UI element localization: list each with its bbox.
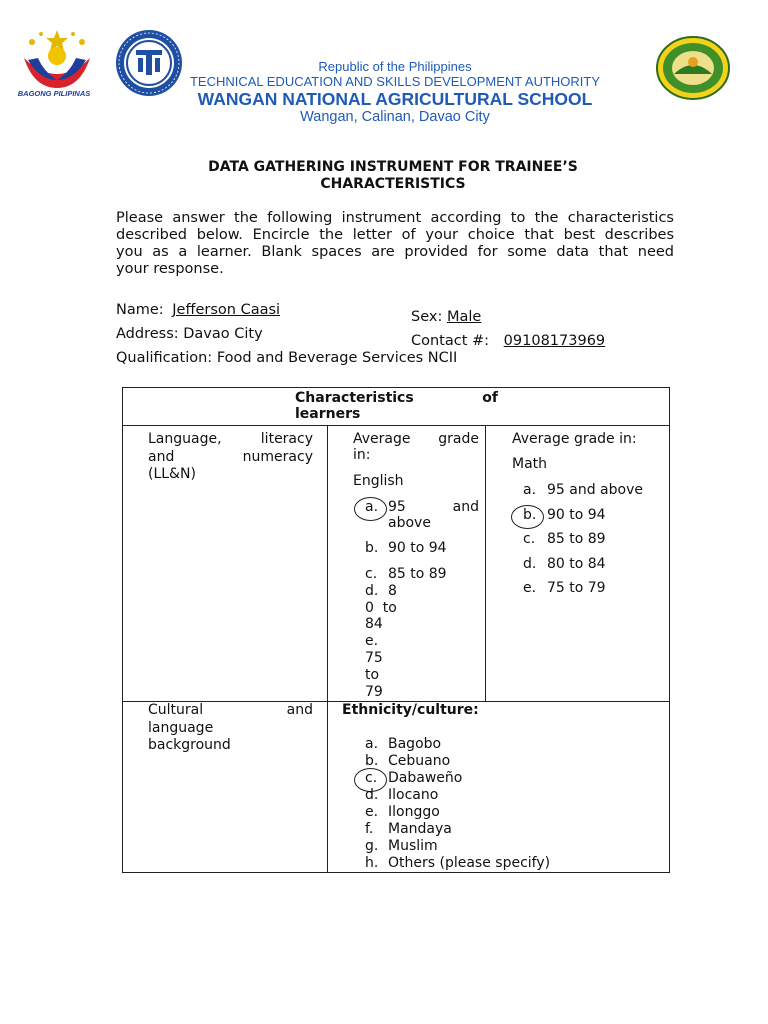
ethnicity-option-d-text: Ilocano [388, 787, 439, 803]
table-subcolumn-divider [485, 425, 486, 702]
option-word: 95 [388, 499, 406, 515]
math-subject: Math [512, 456, 548, 472]
math-option-d-text: 80 to 84 [547, 556, 606, 572]
ethnicity-option-f-text: Mandaya [388, 821, 452, 837]
math-option-e-letter[interactable]: e. [523, 580, 537, 596]
contact-row [411, 333, 605, 349]
name-row [116, 302, 280, 318]
math-option-e-text: 75 to 79 [547, 580, 606, 596]
english-option-d-letter[interactable]: d. [365, 583, 379, 599]
ethnicity-option-e-letter[interactable]: e. [365, 804, 379, 820]
heading-word: in: [353, 447, 371, 463]
english-option-e-text: to [365, 667, 380, 683]
table-border-left [122, 387, 123, 873]
table-header-word: learners [295, 406, 361, 422]
heading-word: grade [438, 431, 479, 447]
math-option-c-text: 85 to 89 [547, 531, 606, 547]
label-word: Language, [148, 431, 222, 447]
instructions-line: you as a learner. Blank spaces are provided for some data that need [116, 244, 674, 260]
table-border-top [122, 387, 670, 388]
label-word: and [286, 702, 313, 718]
english-option-d-text: 84 [365, 616, 383, 632]
name-value[interactable]: Jefferson Caasi [172, 302, 281, 318]
math-option-b-text: 90 to 94 [547, 507, 606, 523]
contact-value[interactable]: 09108173969 [503, 333, 606, 349]
address-value[interactable]: Davao City [183, 326, 263, 342]
label-word: background [148, 737, 231, 753]
label-word: numeracy [242, 448, 313, 465]
instructions-line: Please answer the following instrument according to the characteristics [116, 210, 674, 226]
instructions-line: described below. Encircle the letter of your choice that best describes [116, 227, 674, 243]
table-header [295, 390, 498, 422]
label-word: and [148, 448, 175, 465]
ethnicity-option-b-letter[interactable]: b. [365, 753, 379, 769]
math-heading: Average grade in: [512, 431, 637, 447]
option-word: and [452, 499, 479, 515]
ethnicity-option-g-letter[interactable]: g. [365, 838, 379, 854]
cultural-label [148, 702, 313, 755]
ethnicity-option-g-text: Muslim [388, 838, 438, 854]
english-option-e-letter[interactable]: e. [365, 633, 379, 649]
english-option-d-text: 0 to [365, 600, 397, 616]
ethnicity-heading: Ethnicity/culture: [342, 702, 479, 718]
english-option-e-text: 79 [365, 684, 383, 700]
option-word: above [388, 515, 431, 531]
ethnicity-option-b-text: Cebuano [388, 753, 451, 769]
qualification-value[interactable]: Food and Beverage Services NCII [216, 350, 458, 366]
label-word: (LL&N) [148, 466, 196, 482]
table-border-bottom [122, 872, 670, 873]
english-option-a-letter[interactable]: a. [365, 499, 379, 515]
table-header-word: of [482, 390, 498, 406]
math-option-b-letter[interactable]: b. [523, 507, 537, 523]
english-option-c-letter[interactable]: c. [365, 566, 378, 582]
math-option-a-text: 95 and above [547, 482, 643, 498]
english-subject: English [353, 473, 404, 489]
address-label: Address: [116, 326, 179, 342]
english-option-a-text [388, 499, 479, 515]
ethnicity-option-h-letter[interactable]: h. [365, 855, 379, 871]
selection-circle [354, 497, 387, 521]
sex-value[interactable]: Male [446, 309, 482, 325]
qualification-label: Qualification: [116, 350, 213, 366]
selection-circle [511, 505, 544, 529]
english-heading [353, 431, 479, 463]
address-row [116, 326, 263, 342]
english-option-e-text: 75 [365, 650, 383, 666]
table-header-word: Characteristics [295, 390, 414, 406]
label-word: Cultural [148, 702, 204, 718]
english-option-d-text: 8 [388, 583, 397, 599]
logo-caption: BAGONG PILIPINAS [17, 89, 91, 98]
instructions-line: your response. [116, 261, 224, 277]
sex-label: Sex: [411, 309, 443, 325]
english-option-b-letter[interactable]: b. [365, 540, 379, 556]
llm-label [148, 431, 313, 484]
table-border-right [669, 387, 670, 873]
header-school-name: WANGAN NATIONAL AGRICULTURAL SCHOOL [197, 89, 593, 109]
sex-row [411, 309, 497, 325]
ethnicity-option-c-text: Dabaweño [388, 770, 463, 786]
ethnicity-option-e-text: Ilonggo [388, 804, 440, 820]
header-agency: TECHNICAL EDUCATION AND SKILLS DEVELOPMENT AUTHORITY [189, 74, 601, 89]
table-header-divider [122, 425, 670, 426]
math-option-a-letter[interactable]: a. [523, 482, 537, 498]
contact-label: Contact #: [411, 333, 490, 349]
ethnicity-option-h-text: Others (please specify) [388, 855, 551, 871]
document-title-line1: DATA GATHERING INSTRUMENT FOR TRAINEE’S [208, 159, 578, 175]
ethnicity-option-d-letter[interactable]: d. [365, 787, 379, 803]
header-address: Wangan, Calinan, Davao City [300, 109, 490, 125]
ethnicity-option-a-letter[interactable]: a. [365, 736, 379, 752]
table-column-divider [327, 425, 328, 873]
label-word: literacy [260, 431, 313, 447]
instructions [116, 210, 674, 278]
english-option-c-text: 85 to 89 [388, 566, 447, 582]
ethnicity-option-c-letter[interactable]: c. [365, 770, 378, 786]
english-option-b-text: 90 to 94 [388, 540, 447, 556]
document-title-line2: CHARACTERISTICS [320, 176, 466, 192]
name-label: Name: [116, 302, 164, 318]
qualification-row [116, 350, 457, 366]
ethnicity-option-a-text: Bagobo [388, 736, 442, 752]
header-republic: Republic of the Philippines [318, 59, 472, 74]
math-option-d-letter[interactable]: d. [523, 556, 537, 572]
math-option-c-letter[interactable]: c. [523, 531, 536, 547]
heading-word: Average [353, 431, 411, 447]
label-word: language [148, 719, 214, 736]
ethnicity-option-f-letter[interactable]: f. [365, 821, 374, 837]
